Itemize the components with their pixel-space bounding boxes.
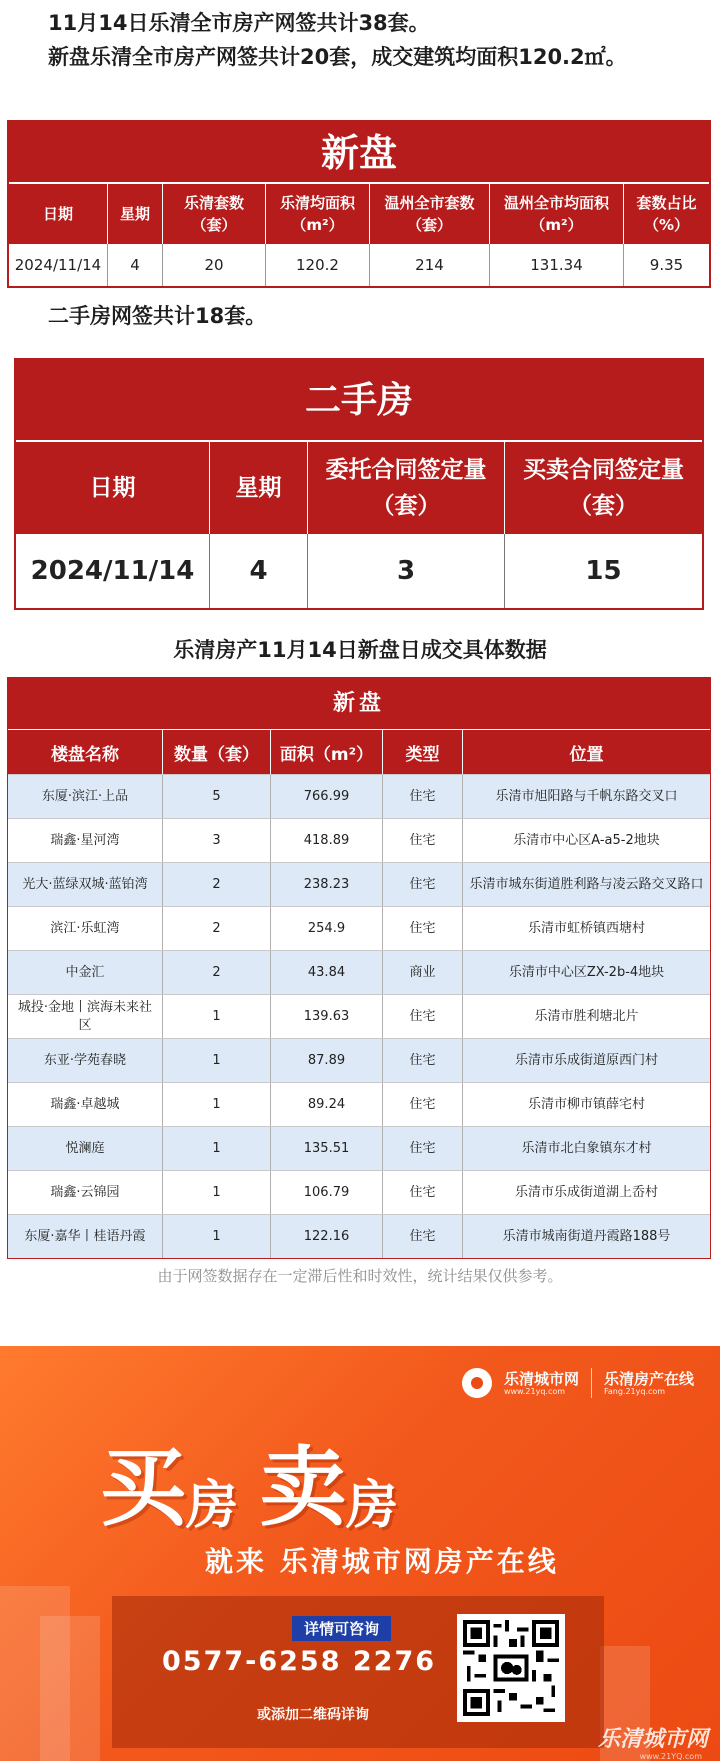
cell-date: 2024/11/14 (9, 244, 108, 286)
table-row (8, 862, 710, 906)
detail-table-title: 新盘 (8, 678, 710, 730)
contact-box (112, 1596, 604, 1748)
detail-cell-location: 乐清市乐成街道原西门村 (514, 1052, 658, 1068)
detail-cell-location: 乐清市旭阳路与千帆东路交叉口 (495, 788, 678, 804)
detail-header-type: 类型 (383, 730, 463, 774)
detail-cell-count: 3 (163, 819, 271, 862)
qr-code-icon (463, 1620, 559, 1716)
detail-cell-area: 89.24 (271, 1083, 383, 1126)
logo-divider (591, 1368, 592, 1398)
header-date: 日期 (9, 184, 108, 244)
table-row (8, 774, 710, 818)
header-wenzhou-count: 温州全市套数 （套） (370, 184, 490, 244)
sh-header-entrust: 委托合同签定量 （套） (308, 442, 505, 534)
detail-cell-location: 乐清市柳市镇薛宅村 (527, 1096, 645, 1112)
building-silhouette (40, 1616, 100, 1761)
detail-cell-count: 2 (163, 863, 271, 906)
qr-code[interactable] (457, 1614, 565, 1722)
add-qr-text: 或添加二维码详询 (257, 1707, 369, 1723)
detail-cell-type: 住宅 (383, 1083, 463, 1126)
detail-cell-count: 1 (163, 1127, 271, 1170)
detail-cell-area: 254.9 (271, 907, 383, 950)
detail-cell-name: 悦澜庭 (8, 1127, 163, 1170)
logo-site-name: 乐清城市网 (503, 1369, 579, 1388)
cell-wenzhou-area: 131.34 (490, 244, 624, 286)
secondhand-table (14, 358, 704, 610)
detail-cell-count: 1 (163, 995, 271, 1038)
detail-cell-type: 住宅 (383, 863, 463, 906)
detail-cell-count: 1 (163, 1083, 271, 1126)
detail-cell-area: 135.51 (271, 1127, 383, 1170)
sh-header-sale: 买卖合同签定量 （套） (523, 457, 684, 519)
cell-wenzhou-count: 214 (370, 244, 490, 286)
phone-number[interactable]: 0577-6258 2276 (162, 1646, 437, 1677)
detail-cell-location: 乐清市城南街道丹霞路188号 (502, 1228, 671, 1244)
banner-slogan (100, 1418, 420, 1542)
slogan-house-2: 房 (346, 1475, 399, 1536)
detail-header-name: 楼盘名称 (8, 730, 163, 774)
detail-cell-count: 1 (163, 1039, 271, 1082)
cell-yueqing-area: 120.2 (266, 244, 370, 286)
detail-header-row (8, 730, 710, 774)
table-row (8, 994, 710, 1038)
table-row (8, 950, 710, 994)
header-wenzhou-area: 温州全市均面积 （m²） (490, 184, 624, 244)
detail-cell-area: 766.99 (271, 775, 383, 818)
logo-site-url: www.21yq.com (503, 1386, 566, 1396)
table-row (8, 1126, 710, 1170)
detail-section-title: 乐清房产11月14日新盘日成交具体数据 (173, 638, 547, 662)
sh-cell-sale: 15 (585, 556, 622, 586)
site-logo-icon (462, 1368, 492, 1398)
new-house-table-title: 新盘 (9, 122, 709, 184)
detail-cell-name: 瑞鑫·卓越城 (8, 1083, 163, 1126)
detail-cell-area: 87.89 (271, 1039, 383, 1082)
header-yueqing-count: 乐清套数 （套） (163, 184, 266, 244)
detail-cell-name: 东厦·滨江·上品 (8, 775, 163, 818)
cell-yueqing-count: 20 (163, 244, 266, 286)
sh-cell-weekday: 4 (210, 534, 308, 608)
new-house-detail-table (7, 677, 711, 1259)
slogan-buy: 买 (100, 1437, 186, 1538)
detail-cell-type: 住宅 (383, 819, 463, 862)
detail-cell-name: 东厦·嘉华丨桂语丹霞 (8, 1215, 163, 1258)
detail-cell-location: 乐清市北白象镇东才村 (521, 1140, 652, 1156)
new-house-summary-table (7, 120, 711, 288)
detail-cell-type: 住宅 (383, 995, 463, 1038)
detail-cell-name: 滨江·乐虹湾 (8, 907, 163, 950)
banner-watermark-url: www.21YQ.com (639, 1752, 702, 1761)
detail-cell-count: 1 (163, 1215, 271, 1258)
detail-cell-area: 139.63 (271, 995, 383, 1038)
detail-header-area: 面积（m²） (271, 730, 383, 774)
slogan-sell: 卖 (260, 1437, 347, 1538)
cell-weekday: 4 (108, 244, 163, 286)
intro-line-new: 新盘乐清全市房产网签共计20套，成交建筑均面积120.2㎡。 (48, 45, 627, 69)
intro-text (48, 6, 627, 74)
detail-header-count: 数量（套） (163, 730, 271, 774)
logo-property-name: 乐清房产在线 (603, 1369, 694, 1388)
logo-site (504, 1371, 579, 1396)
secondhand-note: 二手房网签共计18套。 (48, 304, 267, 328)
detail-cell-location: 乐清市乐成街道湖上岙村 (514, 1184, 658, 1200)
detail-cell-location: 乐清市中心区ZX-2b-4地块 (508, 964, 665, 980)
detail-cell-area: 418.89 (271, 819, 383, 862)
detail-cell-location: 乐清市虹桥镇西塘村 (527, 920, 645, 936)
detail-cell-count: 2 (163, 951, 271, 994)
consult-badge: 详情可咨询 (292, 1616, 391, 1641)
slogan-house-1: 房 (186, 1475, 239, 1536)
detail-cell-type: 住宅 (383, 1215, 463, 1258)
detail-cell-count: 1 (163, 1171, 271, 1214)
table-row (8, 1082, 710, 1126)
header-ratio: 套数占比 （%） (636, 194, 697, 234)
sh-header-date: 日期 (16, 442, 210, 534)
detail-cell-name: 光大·蓝绿双城·蓝铂湾 (8, 863, 163, 906)
detail-cell-type: 住宅 (383, 775, 463, 818)
detail-cell-name: 中金汇 (8, 951, 163, 994)
detail-cell-name: 城投·金地丨滨海未来社区 (8, 995, 163, 1038)
banner-come-line: 就来 乐清城市网房产在线 (205, 1545, 559, 1578)
detail-cell-area: 106.79 (271, 1171, 383, 1214)
table-row (8, 906, 710, 950)
new-house-header-row (9, 184, 709, 244)
detail-cell-area: 238.23 (271, 863, 383, 906)
logo-property-url: Fang.21yq.com (603, 1386, 666, 1396)
detail-cell-count: 5 (163, 775, 271, 818)
promo-banner[interactable] (0, 1346, 720, 1761)
detail-cell-location: 乐清市城东街道胜利路与凌云路交叉路口 (469, 876, 704, 892)
detail-cell-type: 住宅 (383, 907, 463, 950)
header-weekday: 星期 (108, 184, 163, 244)
intro-line-total: 11月14日乐清全市房产网签共计38套。 (48, 11, 430, 35)
table-row (8, 1170, 710, 1214)
detail-cell-name: 东亚·学苑春晓 (8, 1039, 163, 1082)
detail-cell-area: 43.84 (271, 951, 383, 994)
table-row (8, 818, 710, 862)
logo-property (604, 1371, 694, 1396)
detail-rows (8, 774, 710, 1258)
secondhand-header-row (16, 442, 702, 534)
secondhand-data-row (16, 534, 702, 608)
detail-cell-type: 住宅 (383, 1171, 463, 1214)
table-row (8, 1214, 710, 1258)
sh-header-weekday: 星期 (210, 442, 308, 534)
header-yueqing-area: 乐清均面积 （m²） (266, 184, 370, 244)
sh-cell-entrust: 3 (308, 534, 505, 608)
detail-cell-location: 乐清市中心区A-a5-2地块 (513, 832, 660, 848)
table-row (8, 1038, 710, 1082)
secondhand-table-title: 二手房 (16, 360, 702, 442)
detail-cell-name: 瑞鑫·星河湾 (8, 819, 163, 862)
new-house-data-row (9, 244, 709, 286)
detail-cell-type: 住宅 (383, 1127, 463, 1170)
detail-cell-count: 2 (163, 907, 271, 950)
cell-ratio: 9.35 (649, 256, 684, 274)
banner-watermark: 乐清城市网 (597, 1727, 708, 1752)
detail-header-location: 位置 (569, 744, 604, 765)
detail-cell-name: 瑞鑫·云锦园 (8, 1171, 163, 1214)
detail-cell-type: 商业 (383, 951, 463, 994)
banner-logos (462, 1368, 694, 1398)
detail-cell-type: 住宅 (383, 1039, 463, 1082)
sh-cell-date: 2024/11/14 (16, 534, 210, 608)
detail-cell-location: 乐清市胜利塘北片 (534, 1008, 639, 1024)
detail-cell-area: 122.16 (271, 1215, 383, 1258)
disclaimer: 由于网签数据存在一定滞后性和时效性，统计结果仅供参考。 (157, 1267, 563, 1285)
